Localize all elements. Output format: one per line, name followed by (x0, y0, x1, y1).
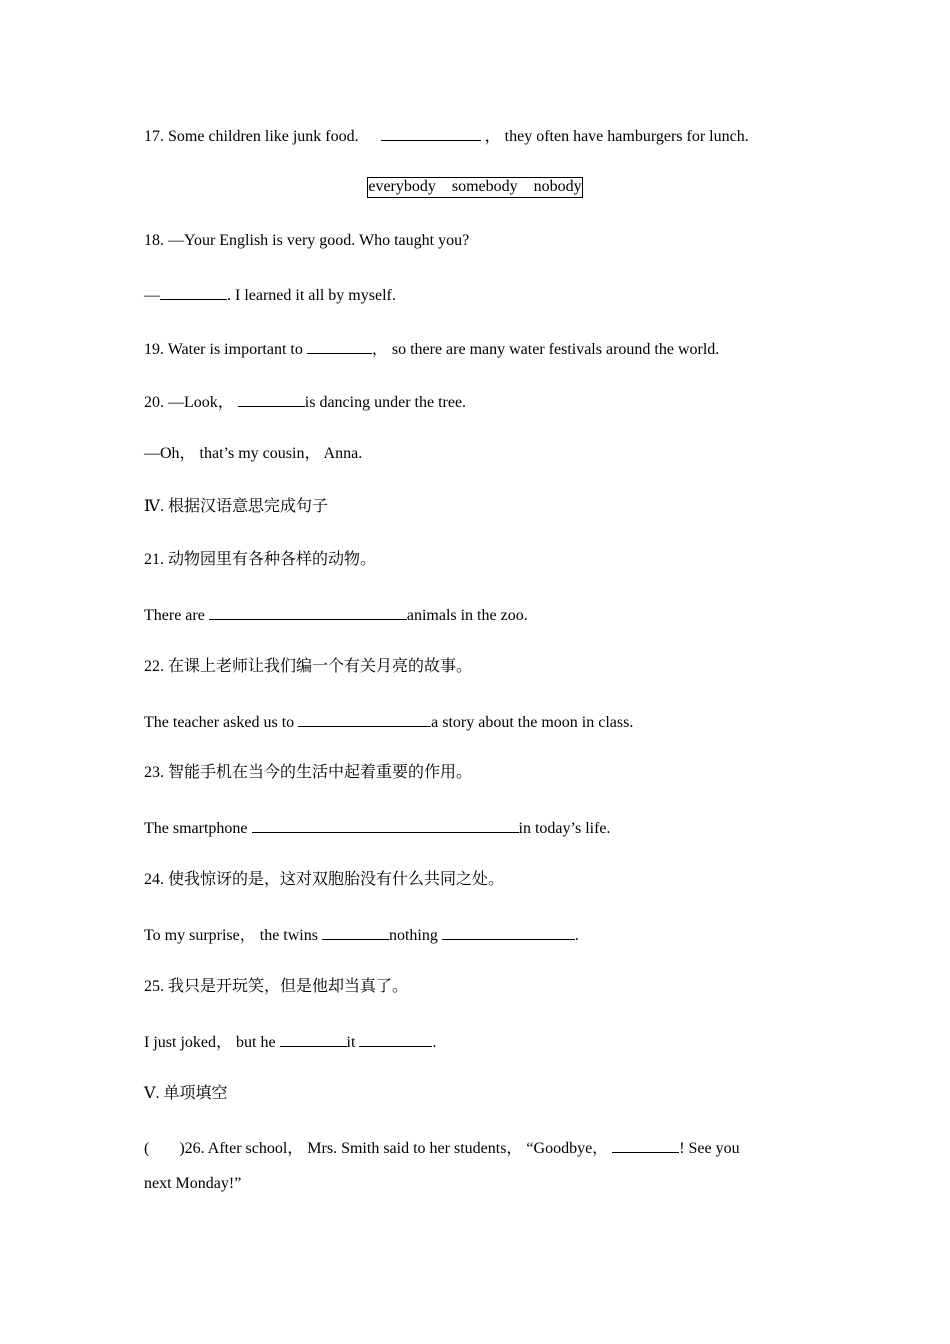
q18-blank[interactable] (160, 284, 227, 300)
q18-line1: 18. —Your English is very good. Who taught you? (144, 232, 470, 249)
question-23-chinese (144, 763, 810, 783)
q24-chinese-text: 24. 使我惊讶的是，这对双胞胎没有什么共同之处。 (144, 871, 505, 888)
q21-text-after: animals in the zoo. (406, 607, 528, 624)
q26-blank[interactable] (612, 1137, 679, 1153)
q22-text-after: a story about the moon in class. (431, 714, 634, 731)
q23-text-before: The smartphone (144, 820, 252, 837)
section-5-title-text: Ⅴ. 单项填空 (144, 1085, 228, 1102)
question-25 (144, 1031, 810, 1053)
q18-line2-after: . I learned it all by myself. (227, 287, 396, 304)
q25-text-mid: it (346, 1034, 360, 1051)
question-23 (144, 817, 810, 839)
q25-blank-2[interactable] (359, 1031, 432, 1047)
question-18 (144, 231, 810, 251)
question-20 (144, 391, 810, 413)
word-box-row (0, 177, 950, 198)
question-26 (144, 1137, 810, 1159)
q20-text-before: 20. —Look， (144, 394, 238, 411)
q24-blank-2[interactable] (442, 924, 575, 940)
q26-paren-open: ( (144, 1140, 150, 1157)
q23-chinese-text: 23. 智能手机在当今的生活中起着重要的作用。 (144, 764, 473, 781)
q22-chinese-text: 22. 在课上老师让我们编一个有关月亮的故事。 (144, 658, 473, 675)
question-22-chinese (144, 657, 810, 677)
word-option: nobody (533, 178, 582, 195)
question-24-chinese (144, 870, 810, 890)
q19-text-before: 19. Water is important to (144, 341, 307, 358)
q24-text-before: To my surprise， the twins (144, 927, 322, 944)
q25-chinese-text: 25. 我只是开玩笑，但是他却当真了。 (144, 978, 409, 995)
question-24 (144, 924, 810, 946)
q21-chinese-text: 21. 动物园里有各种各样的动物。 (144, 551, 377, 568)
q21-blank[interactable] (209, 604, 407, 620)
q17-text-after: ， they often have hamburgers for lunch. (484, 128, 749, 145)
question-19 (144, 338, 810, 360)
question-17 (144, 125, 810, 147)
q25-blank-1[interactable] (280, 1031, 347, 1047)
q25-text-after: . (432, 1034, 437, 1051)
q22-text-before: The teacher asked us to (144, 714, 299, 731)
q26-text-after: ! See you (679, 1140, 740, 1157)
section-4-title-text: Ⅳ. 根据汉语意思完成句子 (144, 498, 328, 515)
q24-text-mid: nothing (388, 927, 442, 944)
question-22 (144, 711, 810, 733)
q18-dash: — (144, 287, 160, 304)
q23-blank[interactable] (252, 817, 519, 833)
question-18-answer (144, 284, 810, 306)
q19-text-after: ， so there are many water festivals around the world. (371, 341, 720, 358)
q26-text: )26. After school， Mrs. Smith said to her students， “Goodbye， (179, 1140, 613, 1157)
q24-blank-1[interactable] (322, 924, 389, 940)
q21-text-before: There are (144, 607, 209, 624)
q24-text-after: . (574, 927, 579, 944)
q19-blank[interactable] (307, 338, 372, 354)
q26-line2: next Monday!” (144, 1175, 242, 1192)
section-4-title (144, 497, 810, 517)
q20-line2: —Oh， that’s my cousin， Anna. (144, 445, 363, 462)
q22-blank[interactable] (298, 711, 431, 727)
question-26-cont (144, 1174, 810, 1194)
q20-text-after: is dancing under the tree. (304, 394, 467, 411)
q17-text-before: 17. Some children like junk food. (144, 128, 359, 145)
word-option: everybody (368, 178, 436, 195)
word-box (367, 177, 582, 198)
q17-blank[interactable] (381, 125, 481, 141)
word-option: somebody (451, 178, 518, 195)
question-25-chinese (144, 977, 810, 997)
question-20-reply (144, 444, 810, 464)
q20-blank[interactable] (238, 391, 305, 407)
q23-text-after: in today’s life. (518, 820, 611, 837)
section-5-title (144, 1084, 810, 1104)
question-21-chinese (144, 550, 810, 570)
q25-text-before: I just joked， but he (144, 1034, 280, 1051)
question-21 (144, 604, 810, 626)
